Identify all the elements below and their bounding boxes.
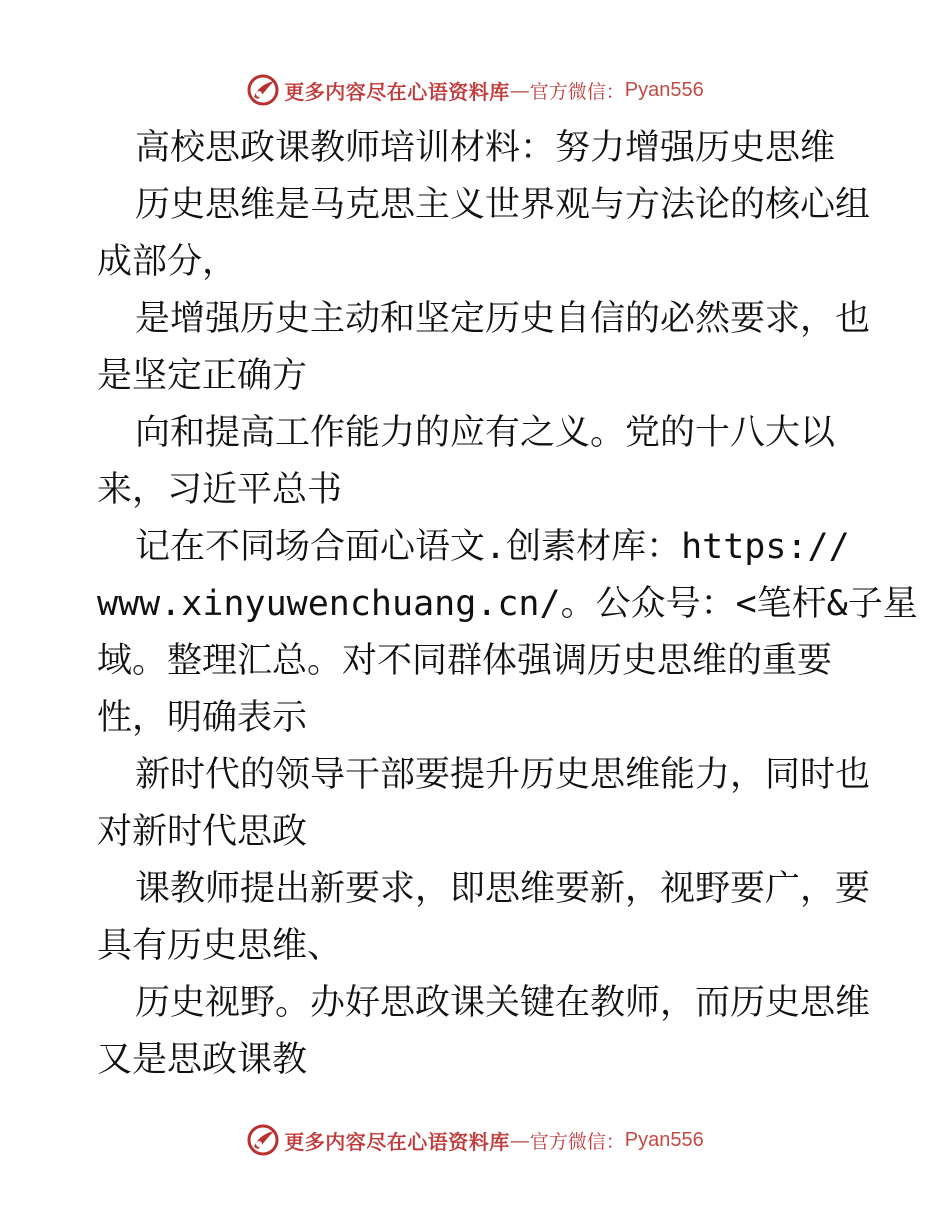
text-line: 来，习近平总书 [97,470,343,510]
banner-dash: — [509,78,530,102]
text-line: 成部分， [97,242,238,282]
text-line: 是坚定正确方 [97,356,308,396]
text-line: 对新时代思政 [97,812,308,852]
text-line: 历史视野。办好思政课关键在教师，而历史思维 [135,983,871,1023]
text-line: 新时代的领导干部要提升历史思维能力，同时也 [135,755,871,795]
banner-wechat-id: Pyan556 [624,78,704,101]
banner-text: 更多内容尽在心语资料库 [284,1129,510,1154]
brand-logo-icon [246,1123,280,1157]
banner-wechat-label: 官方微信： [529,1130,625,1153]
text-line: 性，明确表示 [97,698,308,738]
text-line: www.xinyuwenchuang.cn/。公众号：<笔杆&子星 [97,584,918,624]
banner-dash: — [509,1128,530,1152]
text-line: 是增强历史主动和坚定历史自信的必然要求，也 [135,299,871,339]
document-body [97,120,918,1089]
footer-banner [0,1120,950,1160]
text-line: 域。整理汇总。对不同群体强调历史思维的重要 [97,641,833,681]
text-line: 记在不同场合面心语文.创素材库：https:// [135,527,850,567]
text-line: 课教师提出新要求，即思维要新，视野要广，要 [135,869,871,909]
banner-wechat-id: Pyan556 [624,1128,704,1151]
text-line: 向和提高工作能力的应有之义。党的十八大以 [135,413,836,453]
text-line: 历史思维是马克思主义世界观与方法论的核心组 [135,185,871,225]
banner-text: 更多内容尽在心语资料库 [284,79,510,104]
brand-logo-icon [246,73,280,107]
text-line: 又是思政课教 [97,1040,308,1080]
banner-wechat-label: 官方微信： [529,80,625,103]
text-line: 具有历史思维、 [97,926,343,966]
header-banner [0,70,950,110]
text-line: 高校思政课教师培训材料：努力增强历史思维 [135,128,836,168]
